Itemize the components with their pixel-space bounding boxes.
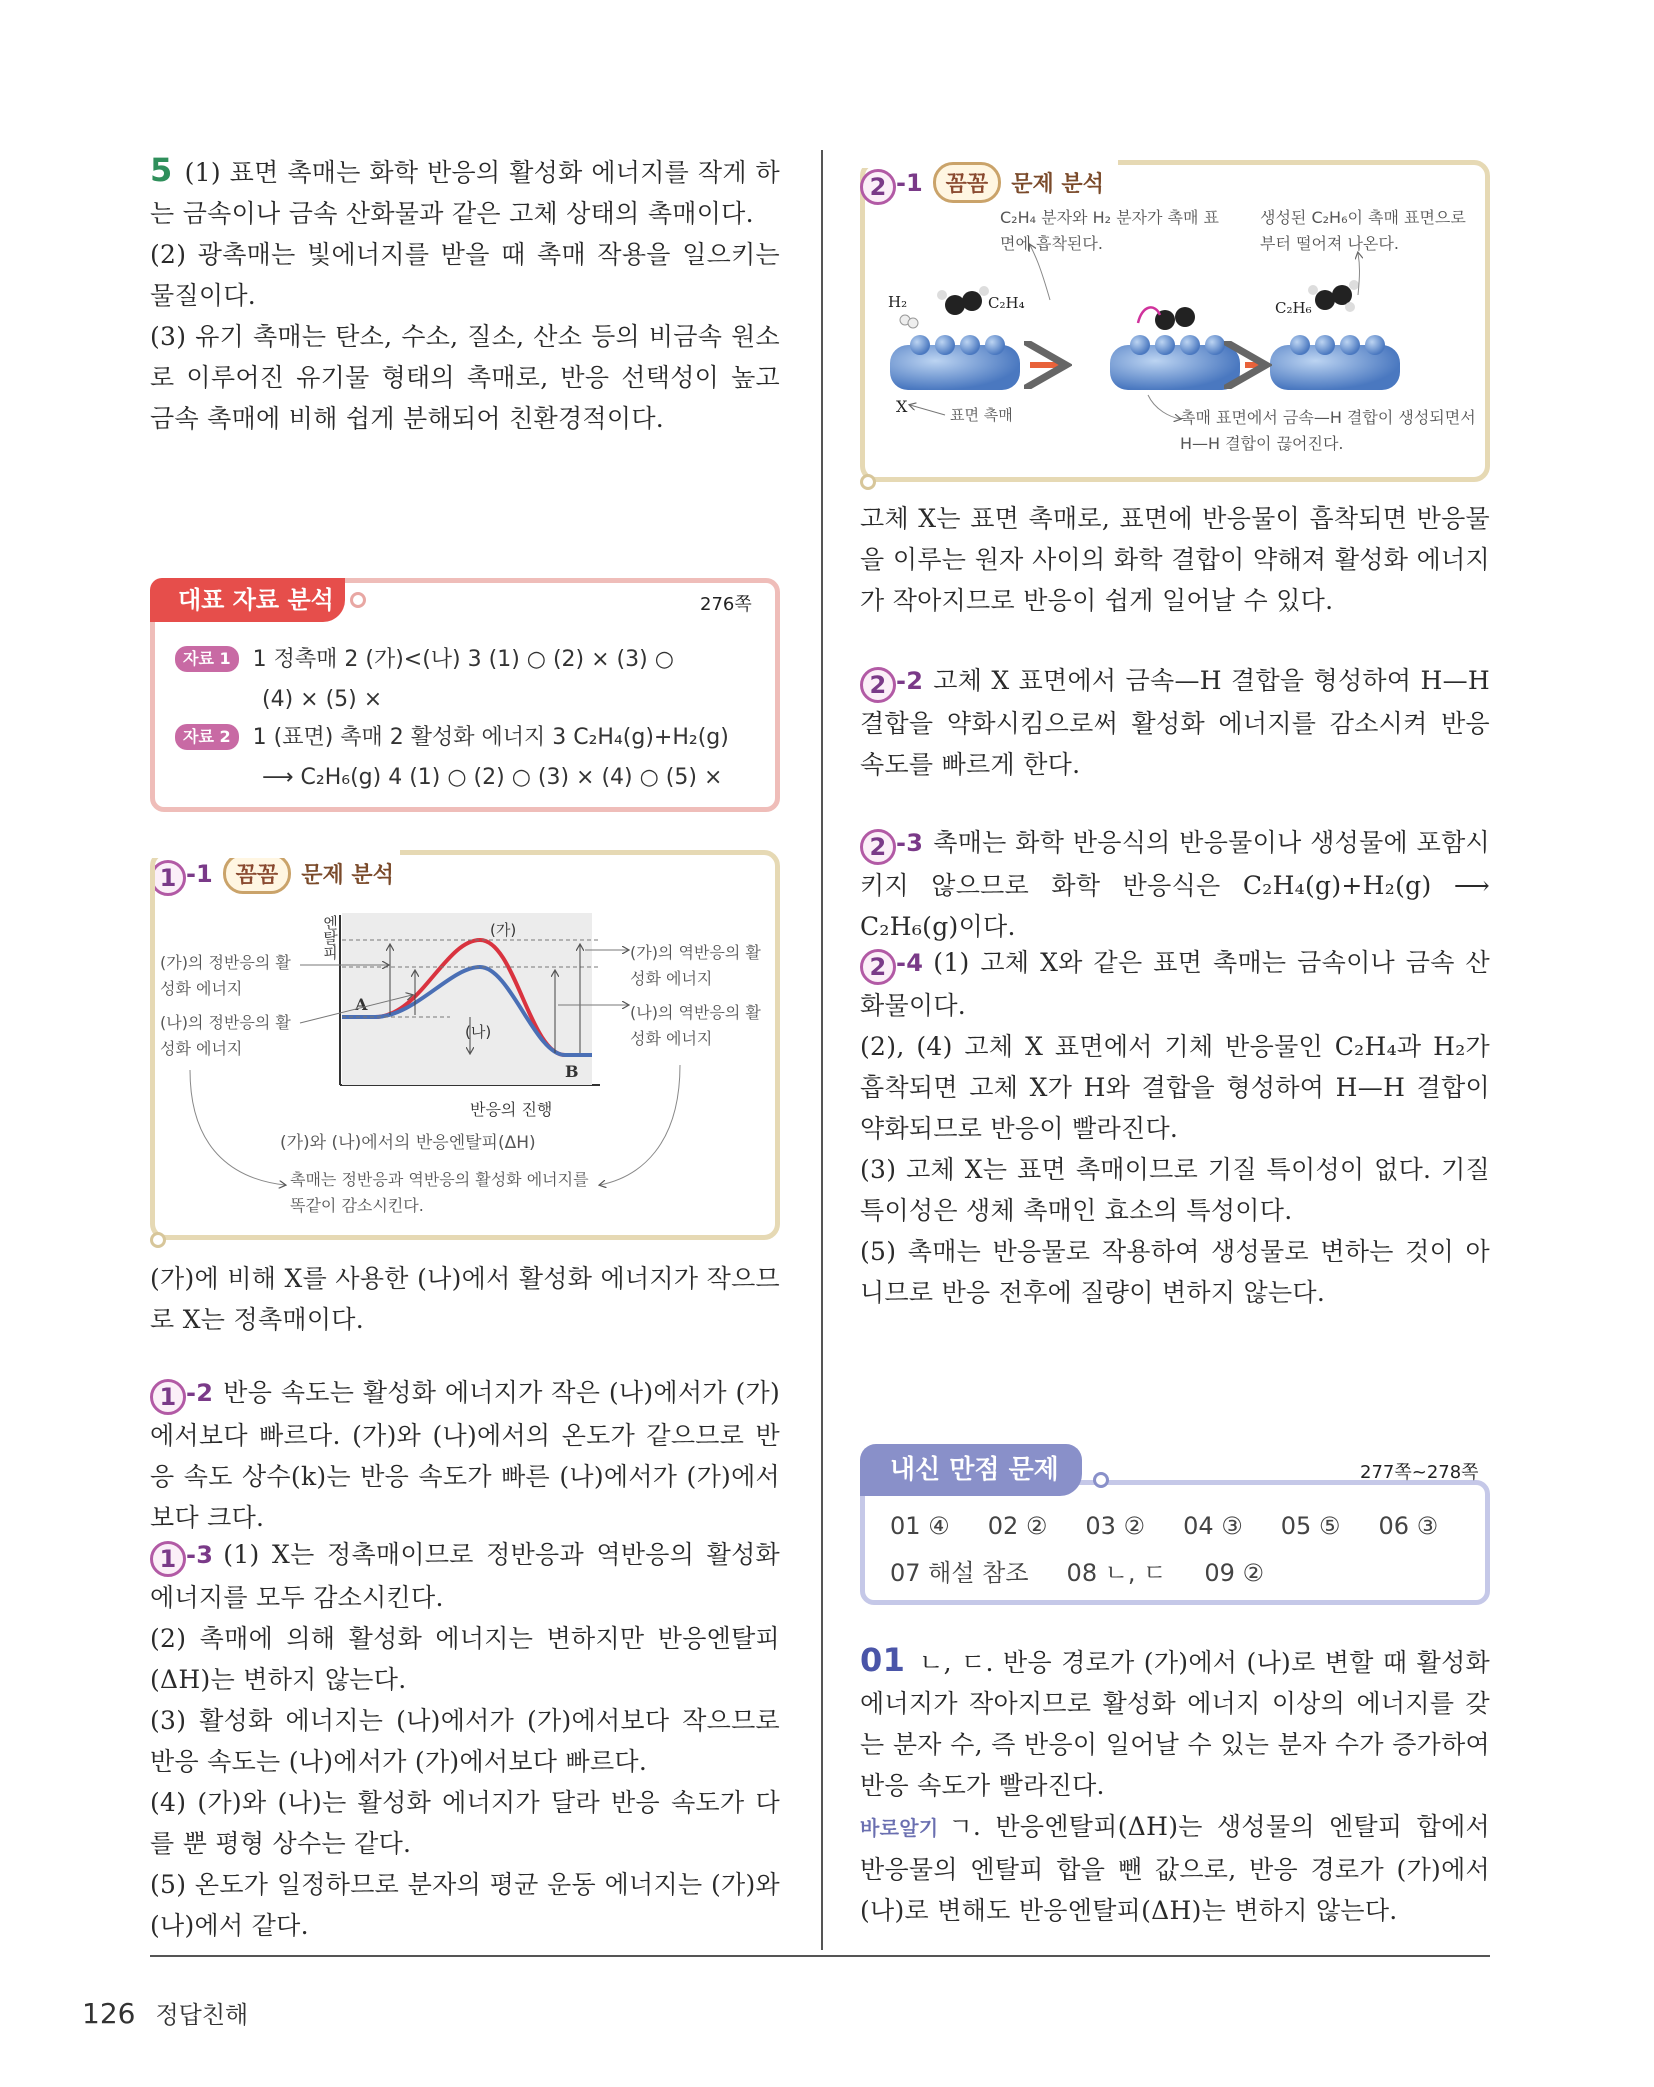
ana2-conclusion: 고체 X는 표면 촉매로, 표면에 반응물이 흡착되면 반응물을 이루는 원자 사이의 화학 결합이 약해져 활성화 에너지가 작아지므로 반응이 쉽게 일어날 수 있다. (860, 504, 1490, 615)
exam-row-2 (890, 1553, 1302, 1588)
caption-ga-fwd: (가)의 정반응의 활성화 에너지 (160, 953, 291, 998)
footer-line (150, 1955, 1490, 1957)
q2-4-p1: (1) 고체 X와 같은 표면 촉매는 금속이나 금속 산화물이다. (860, 948, 1490, 1020)
q1-3-p2: (2) 촉매에 의해 활성화 에너지는 변하지만 반응엔탈피(ΔH)는 변하지 않는다. (150, 1624, 780, 1694)
caption-note: 촉매는 정반응과 역반응의 활성화 에너지를 똑같이 감소시킨다. (290, 1170, 589, 1215)
ans01-block (860, 1640, 1490, 1931)
ans01-number: 01 (860, 1641, 906, 1679)
surface-3 (1270, 335, 1400, 390)
q1-2-block (150, 1372, 780, 1538)
data1-badge: 자료 1 (175, 646, 239, 672)
ana2-kkom: 꼼꼼 (933, 162, 1002, 203)
exam-tab: 내신 만점 문제 (860, 1444, 1082, 1496)
q2-3-circle: 2 (860, 829, 896, 865)
q1-3-p4: (4) (가)와 (나)는 활성화 에너지가 달라 반응 속도가 다를 뿐 평형 상수는 같다. (150, 1788, 780, 1858)
label-H2: H₂ (888, 293, 908, 311)
summary-row-2 (175, 718, 729, 758)
exam-ans-07: 07 해설 참조 (890, 1559, 1029, 1587)
ana1-dot (150, 1232, 166, 1248)
label-C2H4: C₂H₄ (988, 294, 1025, 312)
summary-tab: 대표 자료 분석 (150, 578, 345, 622)
curve-arrow-right (600, 1065, 680, 1185)
q2-2-circle: 2 (860, 667, 896, 703)
ana2-title: 문제 분석 (1011, 172, 1104, 197)
page-number: 126 (82, 1997, 136, 2030)
label-B: B (565, 1062, 579, 1081)
ana1-title: 문제 분석 (301, 863, 394, 888)
q1-2-circle: 1 (150, 1379, 186, 1415)
molecule-intermediate (1138, 307, 1195, 330)
q2-2-text: 고체 X 표면에서 금속—H 결합을 형성하여 H—H 결합을 약화시킴으로써 활성화 에너지를 감소시켜 반응 속도를 빠르게 한다. (860, 666, 1490, 779)
q2-3-text: 촉매는 화학 반응식의 반응물이나 생성물에 포함시키지 않으므로 화학 반응식은 C₂H₄(g)+H₂(g) ⟶ C₂H₆(g)이다. (860, 828, 1490, 941)
q1-3-p5: (5) 온도가 일정하므로 분자의 평균 운동 에너지는 (가)와 (나)에서 같다. (150, 1870, 780, 1940)
curve-arrow-left (190, 1070, 285, 1185)
summary-row-1 (175, 640, 674, 680)
exam-ans-05: 05 ⑤ (1280, 1512, 1341, 1540)
footer (82, 1995, 248, 2030)
q1-2-text: 반응 속도는 활성화 에너지가 작은 (나)에서가 (가)에서보다 빠르다. (가)와 (나)에서의 온도가 같으므로 반응 속도 상수(k)는 반응 속도가 빠른 (나)에서가 (가)에서보다 크다. (150, 1378, 780, 1532)
baro-label: 바로알기 (860, 1816, 939, 1840)
leader-cleave (1148, 395, 1180, 419)
exam-ans-08: 08 ㄴ, ㄷ (1066, 1559, 1167, 1587)
label-na: (나) (465, 1023, 492, 1041)
energy-diagram (160, 905, 770, 1225)
q1-2-suffix: -2 (186, 1379, 214, 1407)
molecule-C2H4 (937, 286, 989, 315)
q1-3-p1: (1) X는 정촉매이므로 정반응과 역반응의 활성화 에너지를 모두 감소시킨다. (150, 1540, 780, 1612)
x-axis-label: 반응의 진행 (470, 1100, 553, 1119)
baro-text: ㄱ. 반응엔탈피(ΔH)는 생성물의 엔탈피 합에서 반응물의 엔탈피 합을 뺀 값으로, 반응 경로가 (가)에서 (나)로 변해도 반응엔탈피(ΔH)는 변하지 않는다. (860, 1812, 1490, 1925)
q1-3-suffix: -3 (186, 1541, 214, 1569)
q2-3-suffix: -3 (896, 829, 924, 857)
q5-p1: (1) 표면 촉매는 화학 반응의 활성화 에너지를 작게 하는 금속이나 금속 산화물과 같은 고체 상태의 촉매이다. (150, 158, 780, 228)
exam-ans-01: 01 ④ (890, 1512, 950, 1540)
molecule-C2H6 (1308, 280, 1359, 312)
data2-badge: 자료 2 (175, 724, 239, 750)
summary-row-1b: (4) × (5) × (262, 687, 383, 712)
q5-block (150, 150, 780, 234)
exam-ans-03: 03 ② (1085, 1512, 1146, 1540)
q5-p3: (3) 유기 촉매는 탄소, 수소, 질소, 산소 등의 비금속 원소로 이루어진 유기물 형태의 촉매로, 반응 선택성이 높고 금속 촉매에 비해 쉽게 분해되어 친환경적이다. (150, 322, 780, 433)
ans01-text: ㄴ, ㄷ. 반응 경로가 (가)에서 (나)로 변할 때 활성화 에너지가 작아지므로 활성화 에너지 이상의 에너지를 갖는 분자 수, 즉 반응이 일어날 수 있는 분자 수가 증가하여 반응 속도가 빨라진다. (860, 1648, 1490, 1800)
q5-number: 5 (150, 151, 173, 189)
caption-cleave: 촉매 표면에서 금속—H 결합이 생성되면서 H—H 결합이 끊어진다. (1180, 408, 1476, 453)
q5-p2: (2) 광촉매는 빛에너지를 받을 때 촉매 작용을 일으키는 물질이다. (150, 240, 780, 310)
exam-dot (1093, 1472, 1109, 1488)
ana1-conclusion: (가)에 비해 X를 사용한 (나)에서 활성화 에너지가 작으므로 X는 정촉매이다. (150, 1264, 780, 1334)
exam-ans-02: 02 ② (987, 1512, 1048, 1540)
q2-4-p3: (3) 고체 X는 표면 촉매이므로 기질 특이성이 없다. 기질 특이성은 생체 촉매인 효소의 특성이다. (860, 1155, 1490, 1225)
ana1-box-gap (150, 846, 400, 858)
caption-desorb: 생성된 C₂H₆이 촉매 표면으로부터 떨어져 나온다. (1260, 208, 1466, 253)
ana1-suffix: -1 (186, 860, 213, 888)
label-C2H6: C₂H₆ (1275, 299, 1312, 317)
caption-dH: (가)와 (나)에서의 반응엔탈피(ΔH) (280, 1133, 536, 1153)
ana1-kkom: 꼼꼼 (223, 853, 292, 894)
exam-ans-04: 04 ③ (1183, 1512, 1243, 1540)
caption-adsorb: C₂H₄ 분자와 H₂ 분자가 촉매 표면에 흡착된다. (1000, 208, 1220, 253)
summary-page-ref: 276쪽 (700, 594, 752, 615)
q1-3-circle: 1 (150, 1541, 186, 1577)
label-surface: 표면 촉매 (950, 406, 1013, 424)
ana2-header (860, 162, 1104, 205)
surface-catalyst-diagram (880, 205, 1480, 470)
q2-4-p2: (2), (4) 고체 X 표면에서 기체 반응물인 C₂H₄과 H₂가 흡착되면 고체 X가 H와 결합을 형성하여 H—H 결합이 약화되므로 반응이 빨라진다. (860, 1032, 1490, 1143)
exam-page-ref: 277쪽~278쪽 (1360, 1462, 1479, 1483)
ana2-dot (860, 474, 876, 490)
exam-ans-06: 06 ③ (1378, 1512, 1439, 1540)
caption-ga-rev: (가)의 역반응의 활성화 에너지 (630, 943, 761, 988)
exam-row-1 (890, 1512, 1476, 1540)
q2-2-suffix: -2 (896, 667, 924, 695)
summary-row-2-text: 1 (표면) 촉매 2 활성화 에너지 3 C₂H₄(g)+H₂(g) (252, 725, 729, 750)
q2-4-suffix: -4 (896, 949, 924, 977)
label-ga: (가) (490, 921, 517, 939)
surface-2 (1110, 335, 1240, 390)
summary-dot (350, 592, 366, 608)
q2-4-p4: (5) 촉매는 반응물로 작용하여 생성물로 변하는 것이 아니므로 반응 전후에 질량이 변하지 않는다. (860, 1237, 1490, 1307)
caption-na-fwd: (나)의 정반응의 활성화 에너지 (160, 1013, 291, 1058)
q2-4-circle: 2 (860, 949, 896, 985)
q1-3-block (150, 1534, 780, 1946)
q2-2-block (860, 660, 1490, 785)
summary-row-2b: ⟶ C₂H₆(g) 4 (1) ○ (2) ○ (3) × (4) ○ (5) × (262, 765, 723, 790)
q2-4-block (860, 942, 1490, 1313)
ana1-circle-num: 1 (150, 860, 186, 896)
q2-3-block (860, 822, 1490, 947)
footer-label: 정답친해 (155, 2001, 249, 2029)
column-divider (821, 150, 823, 1950)
molecule-H2 (900, 315, 918, 328)
caption-na-rev: (나)의 역반응의 활성화 에너지 (630, 1003, 761, 1048)
surface-1 (890, 335, 1020, 390)
left-column (150, 150, 780, 439)
label-X: X (896, 397, 908, 416)
leader-surface (910, 405, 945, 415)
q1-3-p3: (3) 활성화 에너지는 (나)에서가 (가)에서보다 작으므로 반응 속도는 (나)에서가 (가)에서보다 빠르다. (150, 1706, 780, 1776)
label-A: A (355, 995, 368, 1014)
ana2-circle-num: 2 (860, 169, 896, 205)
y-axis-label: 엔탈피 (321, 915, 339, 960)
ana2-suffix: -1 (896, 169, 923, 197)
summary-row-1-text: 1 정촉매 2 (가)<(나) 3 (1) ○ (2) × (3) ○ (252, 647, 674, 672)
exam-ans-09: 09 ② (1204, 1559, 1265, 1587)
